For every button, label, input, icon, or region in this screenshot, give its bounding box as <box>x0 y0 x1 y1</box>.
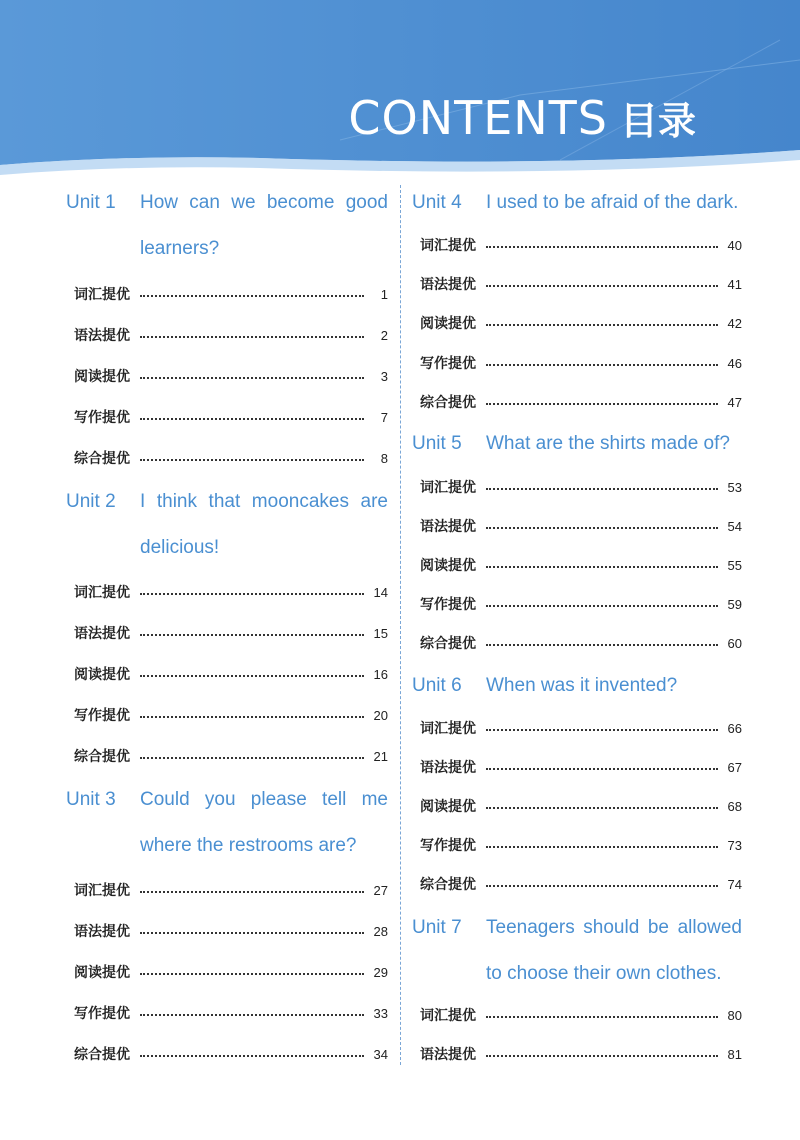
entry-page-number: 14 <box>373 584 388 600</box>
dot-leader <box>140 377 364 379</box>
dot-leader <box>486 1055 718 1057</box>
entry-page-number: 27 <box>373 882 388 898</box>
entry-label: 阅读提优 <box>74 965 130 981</box>
toc-entry[interactable] <box>420 235 742 255</box>
entry-page-number: 73 <box>727 837 742 853</box>
dot-leader <box>486 527 718 529</box>
entry-page-number: 68 <box>727 798 742 814</box>
entry-label: 综合提优 <box>420 395 476 411</box>
entry-label: 语法提优 <box>74 626 130 642</box>
toc-entry[interactable] <box>74 880 388 900</box>
entry-label: 语法提优 <box>420 519 476 535</box>
unit-number: Unit 6 <box>412 675 462 696</box>
toc-entry[interactable] <box>74 623 388 643</box>
entry-label: 综合提优 <box>420 877 476 893</box>
entry-page-number: 59 <box>727 596 742 612</box>
entry-label: 阅读提优 <box>420 316 476 332</box>
dot-leader <box>140 716 364 718</box>
toc-entry[interactable] <box>74 664 388 684</box>
entry-label: 词汇提优 <box>420 480 476 496</box>
entry-page-number: 54 <box>727 518 742 534</box>
entry-page-number: 34 <box>373 1046 388 1062</box>
toc-entry[interactable] <box>420 757 742 777</box>
dot-leader <box>140 634 364 636</box>
dot-leader <box>140 336 364 338</box>
toc-entry[interactable] <box>420 718 742 738</box>
entry-page-number: 16 <box>373 666 388 682</box>
toc-entry[interactable] <box>74 746 388 766</box>
entry-label: 阅读提优 <box>420 558 476 574</box>
dot-leader <box>140 973 364 975</box>
entry-label: 语法提优 <box>420 277 476 293</box>
entry-page-number: 66 <box>727 720 742 736</box>
unit-title-continued: learners? <box>140 238 220 259</box>
toc-entry[interactable] <box>74 284 388 304</box>
unit-number: Unit 3 <box>66 789 116 810</box>
toc-entry[interactable] <box>74 705 388 725</box>
entry-label: 词汇提优 <box>74 585 130 601</box>
unit-heading <box>412 905 742 997</box>
dot-leader <box>486 285 718 287</box>
entry-label: 写作提优 <box>74 708 130 724</box>
entry-page-number: 7 <box>380 409 388 425</box>
toc-entry[interactable] <box>420 1044 742 1064</box>
entry-page-number: 2 <box>380 327 388 343</box>
unit-heading <box>412 421 742 467</box>
unit-heading <box>66 777 388 869</box>
toc-entry[interactable] <box>420 835 742 855</box>
dot-leader <box>486 364 718 366</box>
dot-leader <box>140 295 364 297</box>
unit-title: When was it invented? <box>486 675 678 696</box>
toc-entry[interactable] <box>74 921 388 941</box>
toc-entry[interactable] <box>74 1044 388 1064</box>
entry-label: 综合提优 <box>74 1047 130 1063</box>
toc-entry[interactable] <box>420 796 742 816</box>
entry-label: 词汇提优 <box>74 287 130 303</box>
unit-heading <box>412 663 742 709</box>
dot-leader <box>486 324 718 326</box>
toc-entry[interactable] <box>74 1003 388 1023</box>
entry-page-number: 47 <box>727 394 742 410</box>
entry-page-number: 3 <box>380 368 388 384</box>
toc-entry[interactable] <box>420 392 742 412</box>
toc-entry[interactable] <box>420 555 742 575</box>
toc-entry[interactable] <box>74 325 388 345</box>
unit-title-continued: delicious! <box>140 537 220 558</box>
toc-entry[interactable] <box>420 516 742 536</box>
dot-leader <box>140 891 364 893</box>
dot-leader <box>140 418 364 420</box>
dot-leader <box>486 488 718 490</box>
dot-leader <box>486 846 718 848</box>
unit-number: Unit 2 <box>66 491 116 512</box>
dot-leader <box>486 1016 718 1018</box>
dot-leader <box>140 932 364 934</box>
unit-title: Could you please tell me <box>140 789 388 810</box>
dot-leader <box>486 644 718 646</box>
entry-label: 阅读提优 <box>420 799 476 815</box>
toc-entry[interactable] <box>74 582 388 602</box>
entry-label: 语法提优 <box>420 1047 476 1063</box>
entry-page-number: 67 <box>727 759 742 775</box>
unit-heading <box>412 180 742 226</box>
dot-leader <box>486 768 718 770</box>
unit-title: I used to be afraid of the dark. <box>486 192 739 213</box>
entry-page-number: 15 <box>373 625 388 641</box>
title-english: CONTENTS <box>348 91 608 145</box>
entry-label: 词汇提优 <box>420 721 476 737</box>
entry-page-number: 8 <box>380 450 388 466</box>
entry-page-number: 81 <box>727 1046 742 1062</box>
entry-label: 语法提优 <box>74 328 130 344</box>
entry-label: 阅读提优 <box>74 667 130 683</box>
toc-entry[interactable] <box>420 274 742 294</box>
entry-page-number: 46 <box>727 355 742 371</box>
entry-page-number: 74 <box>727 876 742 892</box>
header-banner <box>0 0 800 185</box>
entry-label: 综合提优 <box>74 749 130 765</box>
entry-label: 语法提优 <box>420 760 476 776</box>
entry-label: 综合提优 <box>74 451 130 467</box>
toc-entry[interactable] <box>420 313 742 333</box>
entry-label: 语法提优 <box>74 924 130 940</box>
entry-label: 阅读提优 <box>74 369 130 385</box>
entry-page-number: 20 <box>373 707 388 723</box>
page-title <box>348 90 696 145</box>
toc-entry[interactable] <box>74 962 388 982</box>
title-chinese: 目录 <box>619 99 696 143</box>
unit-title: Teenagers should be allowed <box>486 917 742 938</box>
unit-number: Unit 5 <box>412 433 462 454</box>
dot-leader <box>486 246 718 248</box>
dot-leader <box>140 593 364 595</box>
unit-number: Unit 7 <box>412 917 462 938</box>
dot-leader <box>140 757 364 759</box>
toc-entry[interactable] <box>74 448 388 468</box>
unit-title: How can we become good <box>140 192 388 213</box>
unit-heading <box>66 180 388 272</box>
entry-label: 综合提优 <box>420 636 476 652</box>
dot-leader <box>486 566 718 568</box>
entry-page-number: 42 <box>727 315 742 331</box>
toc-entry[interactable] <box>420 353 742 373</box>
entry-page-number: 53 <box>727 479 742 495</box>
unit-title: I think that mooncakes are <box>140 491 388 512</box>
unit-number: Unit 4 <box>412 192 462 213</box>
entry-label: 写作提优 <box>420 597 476 613</box>
entry-label: 写作提优 <box>420 356 476 372</box>
entry-label: 词汇提优 <box>74 883 130 899</box>
unit-title-continued: where the restrooms are? <box>140 835 357 856</box>
toc-entry[interactable] <box>420 477 742 497</box>
dot-leader <box>140 1055 364 1057</box>
entry-page-number: 21 <box>373 748 388 764</box>
entry-label: 词汇提优 <box>420 1008 476 1024</box>
entry-page-number: 28 <box>373 923 388 939</box>
toc-entry[interactable] <box>420 633 742 653</box>
entry-label: 写作提优 <box>74 410 130 426</box>
entry-page-number: 55 <box>727 557 742 573</box>
dot-leader <box>140 1014 364 1016</box>
unit-number: Unit 1 <box>66 192 116 213</box>
toc-entry[interactable] <box>420 1005 742 1025</box>
dot-leader <box>486 729 718 731</box>
entry-page-number: 40 <box>727 237 742 253</box>
unit-title: What are the shirts made of? <box>486 433 730 454</box>
entry-page-number: 80 <box>727 1007 742 1023</box>
entry-label: 词汇提优 <box>420 238 476 254</box>
entry-page-number: 29 <box>373 964 388 980</box>
toc-entry[interactable] <box>74 366 388 386</box>
entry-page-number: 1 <box>380 286 388 302</box>
dot-leader <box>486 605 718 607</box>
dot-leader <box>486 807 718 809</box>
dot-leader <box>486 403 718 405</box>
entry-page-number: 60 <box>727 635 742 651</box>
toc-entry[interactable] <box>74 407 388 427</box>
entry-page-number: 33 <box>373 1005 388 1021</box>
toc-entry[interactable] <box>420 594 742 614</box>
entry-page-number: 41 <box>727 276 742 292</box>
dot-leader <box>140 675 364 677</box>
dot-leader <box>140 459 364 461</box>
dot-leader <box>486 885 718 887</box>
unit-heading <box>66 479 388 571</box>
column-divider <box>400 185 401 1065</box>
toc-entry[interactable] <box>420 874 742 894</box>
entry-label: 写作提优 <box>420 838 476 854</box>
entry-label: 写作提优 <box>74 1006 130 1022</box>
unit-title-continued: to choose their own clothes. <box>486 963 722 984</box>
